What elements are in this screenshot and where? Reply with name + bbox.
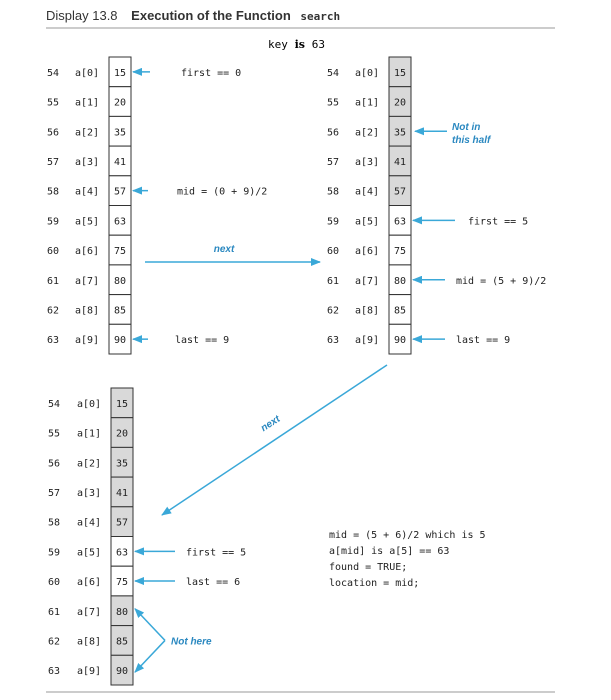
element-name: a[0] <box>77 398 102 410</box>
memory-index: 57 <box>48 487 61 499</box>
cell-value: 85 <box>115 636 129 648</box>
pointer-label: last == 9 <box>456 335 511 347</box>
memory-index: 63 <box>48 666 61 678</box>
memory-index: 55 <box>47 97 60 109</box>
cell-value: 75 <box>113 246 127 258</box>
array-panel-3 <box>48 388 246 685</box>
cell-value: 80 <box>393 275 407 287</box>
cell-value: 20 <box>115 428 129 440</box>
cell-value: 57 <box>113 186 127 198</box>
cell-value: 41 <box>115 487 129 499</box>
not-here-arrow-down <box>135 640 165 672</box>
element-name: a[4] <box>77 517 102 529</box>
element-name: a[6] <box>75 246 100 258</box>
display-title: Execution of the Function <box>131 8 291 23</box>
cell-value: 80 <box>113 275 127 287</box>
memory-index: 63 <box>327 335 340 347</box>
memory-index: 61 <box>47 275 60 287</box>
memory-index: 55 <box>327 97 340 109</box>
key-label <box>268 38 325 51</box>
cell-value: 20 <box>113 97 127 109</box>
cell-value: 80 <box>115 606 129 618</box>
cell-value: 57 <box>115 517 129 529</box>
memory-index: 59 <box>48 547 61 559</box>
pointer-label: first == 5 <box>468 216 529 228</box>
memory-index: 62 <box>47 305 60 317</box>
pointer-label: mid = (5 + 9)/2 <box>456 275 547 287</box>
memory-index: 60 <box>47 246 60 258</box>
cell-value: 90 <box>115 666 129 678</box>
element-name: a[7] <box>355 275 380 287</box>
memory-index: 60 <box>48 577 61 589</box>
transition-next-1 <box>145 244 320 262</box>
cell-value: 15 <box>115 398 129 410</box>
not-here-arrow-up <box>135 609 165 641</box>
element-name: a[6] <box>77 577 102 589</box>
result-line-3: found = TRUE; <box>329 562 408 573</box>
cell-value: 85 <box>393 305 407 317</box>
cell-value: 41 <box>393 156 407 168</box>
array-panel-2 <box>327 57 546 354</box>
cell-value: 85 <box>113 305 127 317</box>
not-here-label: Not here <box>171 636 212 648</box>
memory-index: 58 <box>327 186 340 198</box>
cell-value: 15 <box>393 67 407 79</box>
cell-value: 75 <box>393 246 407 258</box>
cell-value: 90 <box>113 335 127 347</box>
next-arrow-2 <box>162 365 387 515</box>
cell-value: 90 <box>393 335 407 347</box>
cell-value: 15 <box>113 67 127 79</box>
next-label-2: next <box>259 413 283 435</box>
cell-value: 63 <box>113 216 127 228</box>
result-line-2: a[mid] is a[5] == 63 <box>329 546 450 557</box>
element-name: a[7] <box>77 606 102 618</box>
cell-value: 57 <box>393 186 407 198</box>
element-name: a[0] <box>355 67 380 79</box>
element-name: a[4] <box>75 186 100 198</box>
element-name: a[9] <box>75 335 100 347</box>
element-name: a[3] <box>77 487 102 499</box>
memory-index: 57 <box>47 156 60 168</box>
cell-value: 75 <box>115 577 129 589</box>
memory-index: 54 <box>47 67 60 79</box>
memory-index: 58 <box>48 517 61 529</box>
display-number: Display 13.8 <box>46 8 118 23</box>
element-name: a[3] <box>75 156 100 168</box>
cell-value: 35 <box>393 127 407 139</box>
pointer-label: mid = (0 + 9)/2 <box>177 186 268 198</box>
not-in-half-label: this half <box>452 135 491 146</box>
pointer-label: first == 0 <box>181 67 242 79</box>
cell-value: 35 <box>115 458 129 470</box>
result-line-4: location = mid; <box>329 578 420 589</box>
key-value: 63 <box>311 38 325 51</box>
element-name: a[8] <box>77 636 102 648</box>
element-name: a[7] <box>75 275 100 287</box>
element-name: a[1] <box>77 428 102 440</box>
memory-index: 56 <box>48 458 61 470</box>
element-name: a[3] <box>355 156 380 168</box>
memory-index: 55 <box>48 428 61 440</box>
cell-value: 41 <box>113 156 127 168</box>
pointer-label: first == 5 <box>186 547 247 559</box>
memory-index: 57 <box>327 156 340 168</box>
key-word: key <box>268 38 288 51</box>
memory-index: 59 <box>327 216 340 228</box>
element-name: a[4] <box>355 186 380 198</box>
result-block <box>329 530 486 589</box>
element-name: a[2] <box>77 458 102 470</box>
element-name: a[5] <box>77 547 102 559</box>
result-line-1: mid = (5 + 6)/2 which is 5 <box>329 530 486 541</box>
memory-index: 59 <box>47 216 60 228</box>
element-name: a[8] <box>75 305 100 317</box>
display-header <box>46 8 555 28</box>
array-panel-1 <box>47 57 267 354</box>
cell-value: 63 <box>115 547 129 559</box>
function-name: search <box>300 10 341 23</box>
svg-text:Display 13.8 Execution o <box>46 8 340 23</box>
cell-value: 35 <box>113 127 127 139</box>
not-in-half-label: Not in <box>452 122 481 133</box>
pointer-label: last == 6 <box>186 577 241 589</box>
element-name: a[5] <box>75 216 100 228</box>
element-name: a[5] <box>355 216 380 228</box>
element-name: a[1] <box>355 97 380 109</box>
memory-index: 54 <box>48 398 61 410</box>
cell-value: 20 <box>393 97 407 109</box>
pointer-label: last == 9 <box>175 335 230 347</box>
element-name: a[0] <box>75 67 100 79</box>
transition-next-2 <box>162 365 387 515</box>
element-name: a[9] <box>355 335 380 347</box>
memory-index: 61 <box>48 606 61 618</box>
element-name: a[2] <box>75 127 100 139</box>
element-name: a[2] <box>355 127 380 139</box>
element-name: a[9] <box>77 666 102 678</box>
memory-index: 61 <box>327 275 340 287</box>
element-name: a[6] <box>355 246 380 258</box>
memory-index: 56 <box>327 127 340 139</box>
memory-index: 60 <box>327 246 340 258</box>
memory-index: 63 <box>47 335 60 347</box>
memory-index: 58 <box>47 186 60 198</box>
key-is: is <box>294 38 305 51</box>
memory-index: 54 <box>327 67 340 79</box>
element-name: a[8] <box>355 305 380 317</box>
next-label-1: next <box>213 244 235 255</box>
memory-index: 62 <box>327 305 340 317</box>
cell-value: 63 <box>393 216 407 228</box>
memory-index: 62 <box>48 636 61 648</box>
memory-index: 56 <box>47 127 60 139</box>
element-name: a[1] <box>75 97 100 109</box>
